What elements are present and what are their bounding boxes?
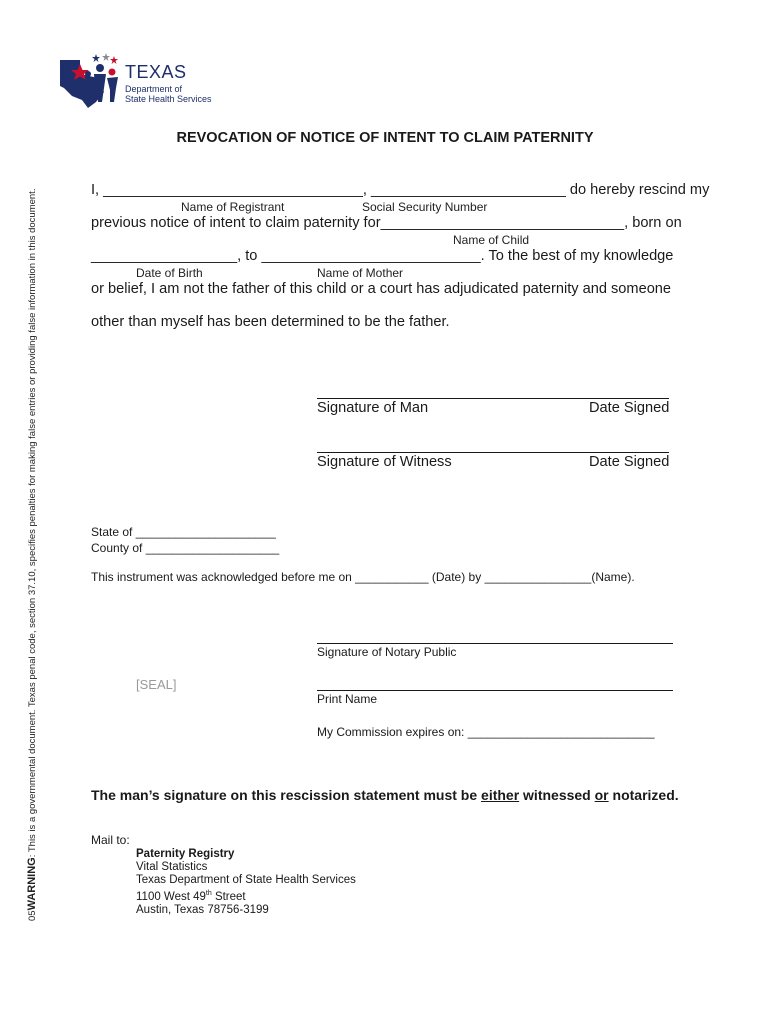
line2-end: , born on	[624, 215, 682, 231]
witness-signature-label: Signature of Witness	[317, 454, 452, 470]
note-or: or	[594, 787, 609, 803]
logo-dept-line2: State Health Services	[125, 94, 212, 104]
logo-department-text	[125, 84, 212, 104]
caption-dob: Date of Birth	[136, 266, 203, 280]
line1-start: I,	[91, 182, 104, 198]
note-part1: The man’s signature on this rescission statement must be	[91, 787, 482, 803]
statement-line-1	[91, 182, 709, 198]
witness-signature-line[interactable]	[317, 452, 669, 453]
caption-child: Name of Child	[453, 233, 530, 247]
man-signature-line[interactable]	[317, 398, 669, 399]
caption-registrant: Name of Registrant	[181, 200, 285, 214]
statement-line-2	[91, 215, 682, 231]
commission-expires: My Commission expires on: ____________________________	[317, 725, 655, 739]
warning-text: : This is a governmental document. Texas penal code, section 37.10, specifies penalties for making false entries or providing false information in this document.	[27, 188, 38, 858]
address-registry: Paternity Registry	[136, 848, 235, 860]
address-line3: Texas Department of State Health Services	[136, 874, 356, 886]
line3-end: . To the best of my knowledge	[480, 248, 674, 264]
print-name-line[interactable]	[317, 690, 673, 691]
county-field[interactable]: ____________________	[145, 541, 280, 555]
form-code: 05	[27, 910, 38, 921]
notary-signature-label: Signature of Notary Public	[317, 645, 457, 659]
address-line5: Austin, Texas 78756-3199	[136, 903, 269, 916]
caption-ssn: Social Security Number	[362, 200, 488, 214]
address-suffix: th	[205, 890, 212, 897]
note-part2: witnessed	[519, 787, 595, 803]
warning-label: WARNING	[26, 857, 38, 911]
note-either: either	[481, 787, 520, 803]
county-label: County of	[91, 541, 146, 555]
state-label: State of	[91, 525, 136, 539]
state-line	[91, 525, 276, 539]
address-street-end: Street	[211, 890, 246, 903]
signature-requirement-note	[91, 787, 679, 803]
man-signature-label: Signature of Man	[317, 400, 429, 416]
mail-to-label: Mail to:	[91, 833, 130, 847]
dob-field[interactable]: __________________	[91, 248, 238, 264]
statement-line-5: other than myself has been determined to be the father.	[91, 314, 450, 330]
ssn-field[interactable]: ________________________	[371, 182, 566, 198]
mailing-address	[136, 848, 356, 917]
state-field[interactable]: _____________________	[135, 525, 276, 539]
line3-mid: , to	[237, 248, 262, 264]
print-name-label: Print Name	[317, 692, 378, 706]
man-date-label: Date Signed	[589, 400, 670, 416]
line1-end: do hereby rescind my	[565, 182, 710, 198]
acknowledgment-text: This instrument was acknowledged before me on ___________ (Date) by ________________(Name).	[91, 570, 635, 584]
caption-mother: Name of Mother	[317, 266, 404, 280]
county-line	[91, 541, 279, 555]
line2-start: previous notice of intent to claim paternity for	[91, 215, 381, 231]
registrant-name-field[interactable]: ________________________________	[103, 182, 363, 198]
address-street: 1100 West 49	[136, 890, 206, 903]
address-line4	[136, 887, 356, 904]
statement-line-4: or belief, I am not the father of this child or a court has adjudicated paternity and someone	[91, 281, 672, 297]
notary-signature-line[interactable]	[317, 643, 673, 644]
child-name-field[interactable]: ______________________________	[380, 215, 625, 231]
logo-texas-text: TEXAS	[125, 62, 187, 82]
note-part3: notarized.	[608, 787, 679, 803]
witness-date-label: Date Signed	[589, 454, 670, 470]
logo-dept-line1: Department of	[125, 84, 183, 94]
address-line2: Vital Statistics	[136, 861, 208, 873]
seal-placeholder: [SEAL]	[136, 677, 177, 692]
mother-name-field[interactable]: ___________________________	[261, 248, 481, 264]
line1-comma: ,	[362, 182, 372, 198]
statement-line-3	[91, 248, 673, 264]
page-title: REVOCATION OF NOTICE OF INTENT TO CLAIM PATERNITY	[176, 130, 594, 146]
